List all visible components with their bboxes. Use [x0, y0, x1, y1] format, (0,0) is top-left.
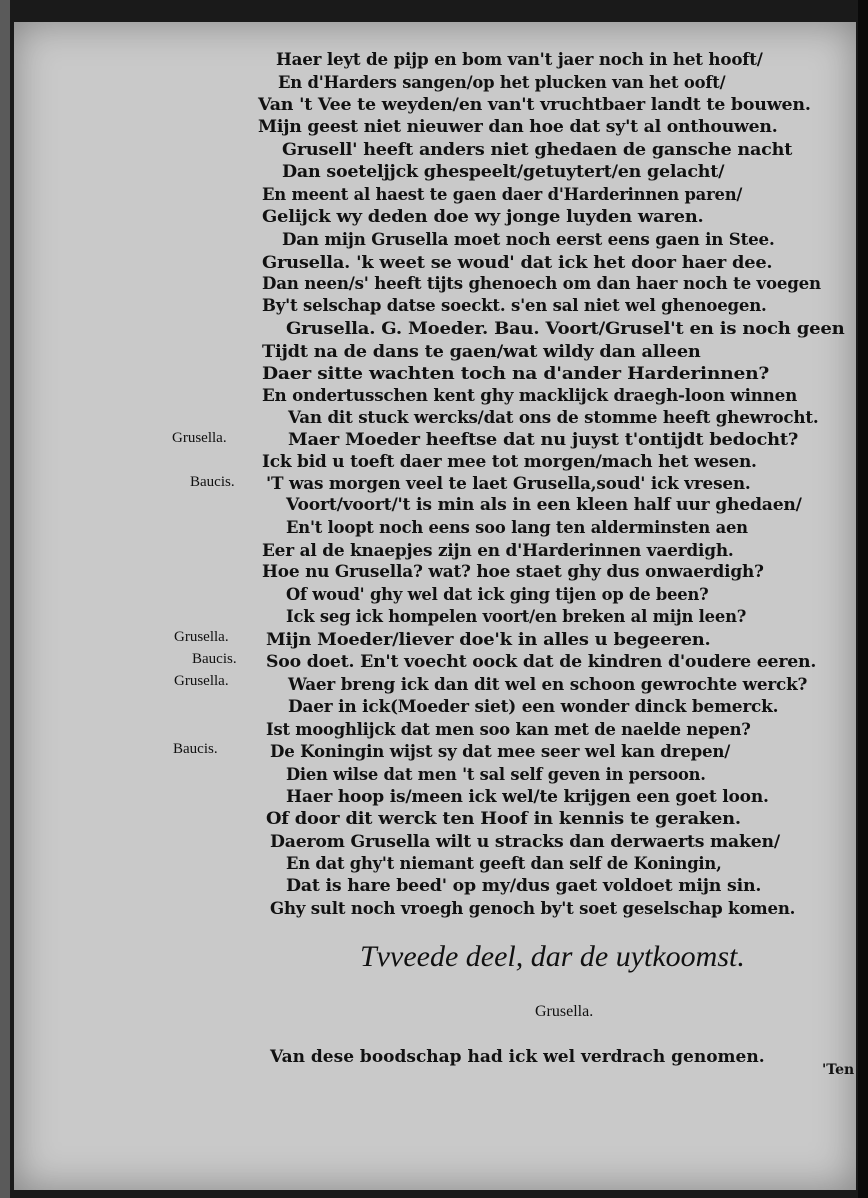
verse-line: Van dit stuck wercks/dat ons de stomme heeft ghewrocht. — [288, 408, 819, 427]
verse-line: Daer sitte wachten toch na d'ander Harderinnen? — [262, 364, 770, 383]
verse-line: Soo doet. En't voecht oock dat de kindren d'oudere eeren. — [266, 652, 817, 671]
verse-line: En dat ghy't niemant geeft dan self de Koningin, — [286, 854, 722, 873]
verse-line: By't selschap datse soeckt. s'en sal niet wel ghenoegen. — [262, 296, 767, 315]
verse-line: Voort/voort/'t is min als in een kleen half uur ghedaen/ — [286, 495, 802, 514]
verse-line: Haer hoop is/meen ick wel/te krijgen een goet loon. — [286, 787, 769, 806]
verse-line: Maer Moeder heeftse dat nu juyst t'ontijdt bedocht? — [288, 430, 799, 449]
speaker-name: Grusella. — [174, 629, 229, 645]
verse-line: Waer breng ick dan dit wel en schoon gewrochte werck? — [288, 675, 808, 694]
verse-line: Ist mooghlijck dat men soo kan met de naelde nepen? — [266, 720, 751, 739]
verse-line: Ick bid u toeft daer mee tot morgen/mach het wesen. — [262, 452, 757, 471]
verse-line: Hoe nu Grusella? wat? hoe staet ghy dus onwaerdigh? — [262, 562, 764, 581]
verse-line: Van 't Vee te weyden/en van't vruchtbaer landt te bouwen. — [258, 95, 811, 114]
verse-line: Gelijck wy deden doe wy jonge luyden waren. — [262, 207, 704, 226]
speaker-name: Baucis. — [173, 741, 218, 757]
speaker-name: Grusella. — [172, 430, 227, 446]
verse-line: En ondertusschen kent ghy macklijck draegh-loon winnen — [262, 386, 798, 405]
verse-line: En't loopt noch eens soo lang ten alderminsten aen — [286, 518, 748, 537]
speaker-name: Baucis. — [190, 474, 235, 490]
verse-line: 'T was morgen veel te laet Grusella,soud' ick vresen. — [266, 474, 751, 493]
verse-line: Van dese boodschap had ick wel verdrach genomen. — [270, 1047, 765, 1067]
verse-line: Eer al de knaepjes zijn en d'Harderinnen vaerdigh. — [262, 541, 734, 560]
verse-line: Grusell' heeft anders niet ghedaen de gansche nacht — [282, 140, 793, 159]
verse-line: De Koningin wijst sy dat mee seer wel kan drepen/ — [270, 742, 731, 761]
verse-line: Mijn geest niet nieuwer dan hoe dat sy't al onthouwen. — [258, 117, 778, 136]
verse-line: Ghy sult noch vroegh genoch by't soet geselschap komen. — [270, 899, 796, 918]
verse-line: Mijn Moeder/liever doe'k in alles u begeeren. — [266, 630, 711, 649]
verse-line: Grusella. G. Moeder. Bau. Voort/Grusel't en is noch geen — [286, 319, 845, 338]
section-heading: Tvveede deel, dar de uytkoomst. — [360, 940, 745, 973]
verse-line: Of door dit werck ten Hoof in kennis te geraken. — [266, 809, 741, 828]
verse-line: Of woud' ghy wel dat ick ging tijen op de been? — [286, 585, 709, 604]
speaker-name: Baucis. — [192, 651, 237, 667]
verse-line: Grusella. 'k weet se woud' dat ick het door haer dee. — [262, 253, 773, 272]
catchword: 'Ten — [822, 1062, 855, 1078]
verse-line: Daerom Grusella wilt u stracks dan derwaerts maken/ — [270, 832, 780, 851]
verse-line: En meent al haest te gaen daer d'Harderinnen paren/ — [262, 185, 743, 204]
book-page — [14, 22, 856, 1190]
speaker-name: Grusella. — [174, 673, 229, 689]
book-gutter — [0, 0, 10, 1198]
verse-line: Dan soeteljjck ghespeelt/getuytert/en gelacht/ — [282, 162, 725, 181]
verse-line: Ick seg ick hompelen voort/en breken al mijn leen? — [286, 607, 747, 626]
verse-line: Haer leyt de pijp en bom van't jaer noch in het hooft/ — [276, 50, 763, 69]
verse-line: Dan neen/s' heeft tijts ghenoech om dan haer noch te voegen — [262, 274, 821, 293]
verse-line: Dien wilse dat men 't sal self geven in persoon. — [286, 765, 706, 784]
book-edge — [858, 0, 868, 1198]
verse-line: Dat is hare beed' op my/dus gaet voldoet mijn sin. — [286, 876, 762, 895]
verse-line: Dan mijn Grusella moet noch eerst eens gaen in Stee. — [282, 230, 775, 249]
verse-line: Tijdt na de dans te gaen/wat wildy dan alleen — [262, 342, 701, 361]
speaker-name: Grusella. — [535, 1003, 594, 1020]
verse-line: En d'Harders sangen/op het plucken van het ooft/ — [278, 73, 726, 92]
verse-line: Daer in ick(Moeder siet) een wonder dinck bemerck. — [288, 697, 779, 716]
